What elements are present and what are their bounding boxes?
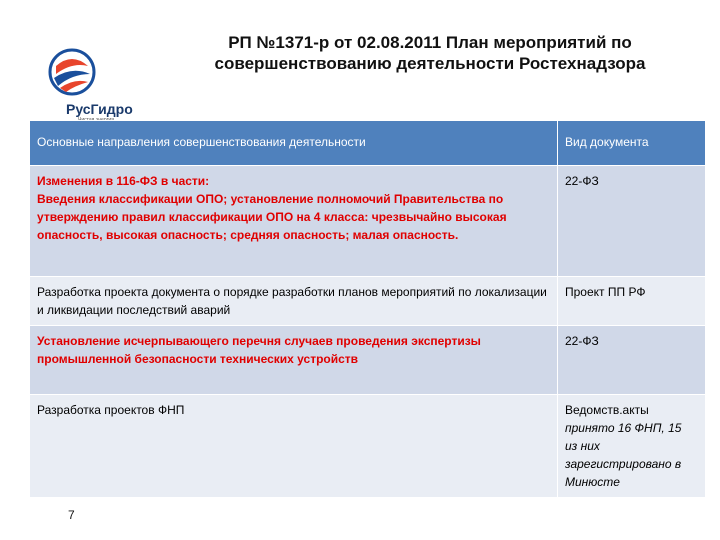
row-2-doc: Проект ПП РФ	[558, 277, 706, 326]
row-1-direction	[30, 166, 558, 277]
title-line-2: совершенствованию деятельности Ростехнадзора	[214, 54, 646, 73]
table-header-row	[30, 121, 706, 166]
table-row	[30, 166, 706, 277]
header-directions: Основные направления совершенствования деятельности	[30, 121, 558, 166]
row-4-doc	[558, 395, 706, 498]
row-1-details: Введения классификации ОПО; установление полномочий Правительства по утверждению правил классификации ОПО на 4 класса: чрезвычайно высокая опасность, высокая опасность; средняя опасность; малая опасность.	[37, 192, 507, 242]
row-4-doc-type: Ведомств.акты	[565, 403, 649, 417]
logo-brand: РусГидро	[66, 101, 133, 117]
title-line-1: РП №1371-р от 02.08.2011 План мероприятий по	[228, 33, 632, 52]
row-3-direction: Установление исчерпывающего перечня случаев проведения экспертизы промышленной безопасности технических устройств	[30, 326, 558, 395]
company-logo	[38, 44, 148, 124]
rushydro-emblem-icon	[44, 44, 100, 100]
row-1-doc: 22-ФЗ	[558, 166, 706, 277]
row-4-doc-note: принято 16 ФНП, 15 из них зарегистрировано в Минюсте	[565, 421, 682, 489]
table-row	[30, 326, 706, 395]
measures-table	[29, 120, 706, 498]
row-4-direction: Разработка проектов ФНП	[30, 395, 558, 498]
page-number: 7	[68, 508, 75, 522]
row-1-heading: Изменения в 116-ФЗ в части:	[37, 174, 210, 188]
table-row	[30, 277, 706, 326]
row-2-direction: Разработка проекта документа о порядке разработки планов мероприятий по локализации и ликвидации последствий аварий	[30, 277, 558, 326]
table-row	[30, 395, 706, 498]
row-3-doc: 22-ФЗ	[558, 326, 706, 395]
header-document-type: Вид документа	[558, 121, 706, 166]
page-title	[160, 32, 700, 74]
